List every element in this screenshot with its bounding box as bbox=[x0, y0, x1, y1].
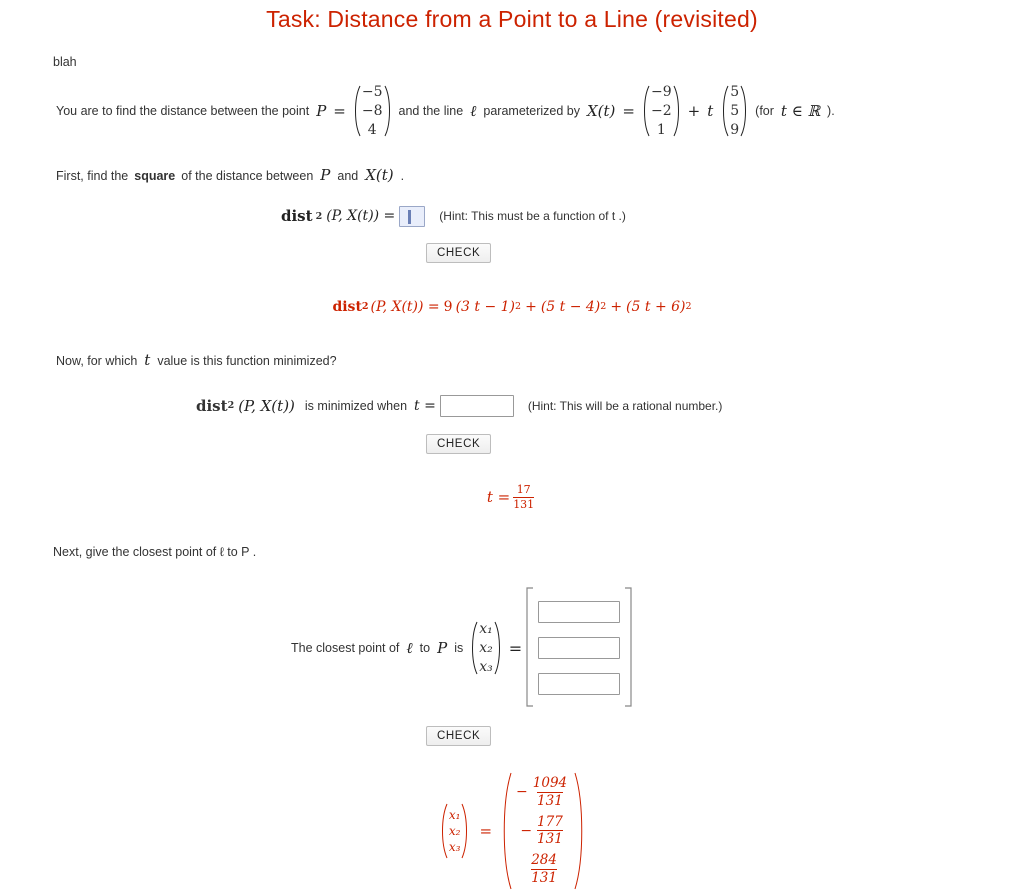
step3-to: to bbox=[419, 641, 431, 656]
equals-sign-1: = bbox=[333, 102, 346, 121]
answer1-exp1: 2 bbox=[515, 301, 522, 313]
answer3-lhs-vector bbox=[438, 803, 472, 859]
step1-P: P bbox=[320, 165, 331, 184]
step1-X: X(t) bbox=[365, 165, 394, 184]
step1-period: . bbox=[400, 168, 405, 183]
answer3-lhs-components bbox=[448, 807, 462, 856]
step3-label-pre: The closest point of bbox=[291, 641, 400, 656]
base-components bbox=[650, 83, 673, 140]
answer3-num-2: 177 bbox=[537, 813, 563, 830]
right-paren bbox=[461, 803, 471, 859]
right-paren bbox=[384, 85, 394, 137]
base-component-1: −9 bbox=[650, 84, 672, 100]
answer3-sign-1: − bbox=[516, 784, 528, 801]
step3-is: is bbox=[454, 641, 464, 656]
step3-check-button[interactable]: CHECK bbox=[426, 726, 491, 746]
direction-component-1: 5 bbox=[730, 84, 740, 100]
answer1-dist: dist bbox=[332, 298, 362, 315]
right-paren bbox=[574, 772, 586, 890]
step1-check-button[interactable]: CHECK bbox=[426, 243, 491, 263]
left-paren bbox=[468, 621, 478, 675]
statement-prefix: You are to find the distance between the point bbox=[56, 104, 310, 119]
step3-P: P bbox=[437, 639, 448, 658]
answer1-coef: 9 bbox=[443, 298, 453, 315]
answer1-op1: + bbox=[525, 298, 537, 315]
step1-dist-label: dist bbox=[281, 207, 313, 226]
direction-component-2: 5 bbox=[730, 102, 740, 119]
answer3-fraction-2 bbox=[534, 815, 566, 848]
answer3-den-3: 131 bbox=[531, 870, 557, 887]
answer3-row-3 bbox=[526, 853, 560, 886]
step3-answer-bracket bbox=[525, 587, 633, 710]
step3-equals: = bbox=[508, 638, 523, 658]
step2-prompt bbox=[53, 351, 984, 369]
left-paren bbox=[500, 772, 512, 890]
answer3-fraction-3 bbox=[528, 853, 560, 886]
direction-component-3: 9 bbox=[730, 121, 740, 138]
answer2-lhs: t = bbox=[486, 488, 511, 507]
answer1-group3: (5 t + 6) bbox=[626, 298, 686, 315]
step3-input-row bbox=[288, 587, 1024, 710]
answer2-denominator: 131 bbox=[513, 497, 535, 511]
answer1-args: (P, X(t)) = bbox=[370, 298, 440, 315]
answer1-exp3: 2 bbox=[685, 301, 692, 313]
left-paren bbox=[438, 803, 448, 859]
answer3-lhs-1: x₁ bbox=[448, 807, 461, 822]
answer3-num-3: 284 bbox=[531, 852, 557, 869]
step1-prompt-pre: First, find the bbox=[56, 168, 129, 183]
step1-prompt bbox=[53, 166, 984, 184]
blah-text: blah bbox=[53, 55, 77, 69]
step1-prompt-mid: of the distance between bbox=[181, 168, 314, 183]
right-square-bracket bbox=[624, 587, 633, 710]
step1-answer-input[interactable] bbox=[399, 206, 425, 227]
P-component-1: −5 bbox=[361, 84, 383, 100]
answer1-group2: (5 t − 4) bbox=[540, 298, 601, 315]
equals-sign-2: = bbox=[622, 102, 635, 121]
step3-prompt: Next, give the closest point of ℓ to P . bbox=[53, 544, 257, 559]
x-component-2: x₂ bbox=[479, 639, 493, 656]
page-title: Task: Distance from a Point to a Line (revisited) bbox=[266, 6, 758, 32]
step1-answer-display bbox=[0, 299, 1024, 315]
answer3-rhs-vector bbox=[500, 772, 586, 890]
x-components bbox=[478, 620, 494, 677]
answer1-op2: + bbox=[610, 298, 623, 315]
step2-check-row bbox=[426, 434, 1024, 454]
answer3-row-2 bbox=[520, 815, 566, 848]
right-paren bbox=[494, 621, 504, 675]
step3-x-vector bbox=[468, 620, 504, 677]
answer3-row-1 bbox=[516, 776, 570, 809]
step2-check-button[interactable]: CHECK bbox=[426, 434, 491, 454]
base-component-2: −2 bbox=[650, 102, 672, 119]
step2-min-text: is minimized when bbox=[304, 398, 408, 413]
answer1-group1: (3 t − 1) bbox=[455, 298, 516, 315]
step1-prompt-bold: square bbox=[134, 168, 176, 183]
step1-and: and bbox=[337, 168, 359, 183]
answer3-den-2: 131 bbox=[537, 831, 563, 848]
statement-mid: and the line bbox=[398, 104, 464, 119]
answer3-fraction-1 bbox=[530, 776, 570, 809]
answer3-rows bbox=[512, 776, 574, 886]
line-direction-vector bbox=[719, 83, 750, 140]
left-square-bracket bbox=[525, 587, 534, 710]
problem-statement bbox=[53, 83, 984, 140]
P-component-3: 4 bbox=[367, 121, 377, 138]
statement-mid2: parameterized by bbox=[483, 104, 580, 119]
step2-prompt-post: value is this function minimized? bbox=[157, 353, 337, 368]
answer3-equals: = bbox=[479, 821, 493, 840]
P-component-2: −8 bbox=[361, 102, 383, 119]
step2-hint: (Hint: This will be a rational number.) bbox=[527, 398, 723, 413]
answer3-den-1: 131 bbox=[537, 792, 563, 809]
step2-answer-input[interactable] bbox=[440, 395, 514, 417]
step2-answer-display bbox=[0, 484, 1024, 511]
step2-dist-label: dist bbox=[196, 396, 228, 415]
step3-ell: ℓ bbox=[406, 638, 413, 657]
step3-check-row bbox=[426, 726, 1024, 746]
x-component-3: x₃ bbox=[479, 658, 493, 675]
answer3-lhs-2: x₂ bbox=[448, 823, 461, 838]
parameter-t: t bbox=[707, 102, 714, 121]
answer3-sign-2: − bbox=[520, 822, 533, 839]
direction-components bbox=[729, 83, 740, 140]
right-paren bbox=[740, 85, 750, 137]
step1-hint: (Hint: This must be a function of t .) bbox=[439, 209, 626, 224]
step3-answer-input-3[interactable] bbox=[538, 673, 620, 695]
answer3-lhs-3: x₃ bbox=[448, 839, 461, 854]
step2-dist-sup: 2 bbox=[227, 400, 235, 412]
text-caret bbox=[408, 210, 411, 224]
step3-inputs bbox=[534, 601, 624, 695]
left-paren bbox=[719, 85, 729, 137]
step3-answer-display bbox=[0, 772, 1024, 890]
right-paren bbox=[673, 85, 683, 137]
step2-input-row bbox=[196, 395, 1024, 417]
left-paren bbox=[351, 85, 361, 137]
step1-dist-sup: 2 bbox=[315, 210, 323, 222]
answer1-exp2: 2 bbox=[600, 301, 607, 313]
answer1-sup: 2 bbox=[361, 301, 369, 313]
answer2-numerator: 17 bbox=[516, 482, 531, 496]
step3-answer-input-1[interactable] bbox=[538, 601, 620, 623]
base-component-3: 1 bbox=[656, 121, 666, 138]
left-paren bbox=[640, 85, 650, 137]
step1-input-row bbox=[278, 206, 1024, 227]
point-P-symbol: P bbox=[316, 102, 327, 121]
step1-check-row bbox=[426, 243, 1024, 263]
step2-dist-args: (P, X(t)) bbox=[238, 396, 295, 415]
line-base-vector bbox=[640, 83, 683, 140]
answer3-num-1: 1094 bbox=[532, 774, 568, 791]
step2-t: t bbox=[144, 350, 151, 369]
answer2-fraction bbox=[510, 484, 537, 511]
step2-t-equals: t = bbox=[414, 397, 436, 414]
line-ell-symbol: ℓ bbox=[470, 101, 477, 120]
step1-dist-args: (P, X(t)) = bbox=[326, 208, 396, 225]
statement-end2: ). bbox=[827, 104, 835, 119]
statement-end: (for bbox=[755, 104, 774, 119]
t-in-R: t ∈ ℝ bbox=[780, 102, 821, 121]
step2-prompt-pre: Now, for which bbox=[56, 353, 138, 368]
x-component-1: x₁ bbox=[479, 621, 493, 638]
plus-sign: + bbox=[687, 102, 701, 121]
step3-answer-input-2[interactable] bbox=[538, 637, 620, 659]
X-of-t-symbol: X(t) bbox=[586, 102, 616, 121]
point-P-vector bbox=[351, 83, 394, 140]
P-components bbox=[361, 83, 384, 140]
